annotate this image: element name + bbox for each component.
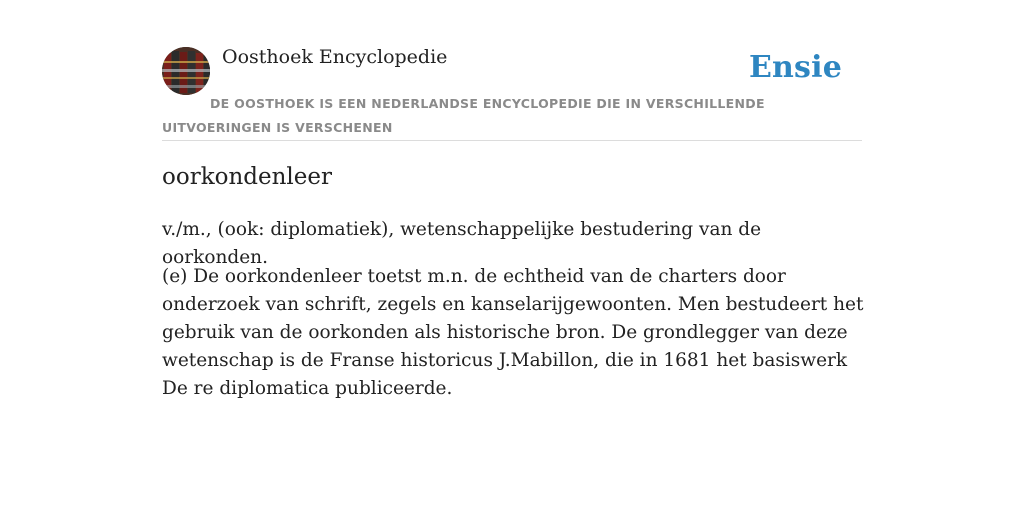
site-tagline: DE OOSTHOEK IS EEN NEDERLANDSE ENCYCLOPEDIE DIE IN VERSCHILLENDE UITVOERINGEN IS VERSCHENEN xyxy=(162,96,765,135)
site-name[interactable]: Oosthoek Encyclopedie xyxy=(222,46,448,68)
article-title: oorkondenleer xyxy=(162,164,333,190)
brand-logo-link[interactable]: Ensie xyxy=(748,50,842,85)
page-container xyxy=(162,0,864,399)
article-paragraph-definition: v./m., (ook: diplomatiek), wetenschappelijke bestudering van de oorkonden. xyxy=(162,219,762,268)
site-header xyxy=(162,0,862,141)
encyclopedia-books-icon[interactable] xyxy=(162,47,210,95)
article-paragraph-explanation: (e) De oorkondenleer toetst m.n. de echtheid van de charters door onderzoek van schrift, zegels en kanselarijgewoonten. Men bestudeert het gebruik van de oorkonden als historische bron. De grondlegger van deze wetenschap is de Franse historicus J.Mabillon, die in 1681 het basiswerk De re diplomatica publiceerde. xyxy=(162,266,864,399)
